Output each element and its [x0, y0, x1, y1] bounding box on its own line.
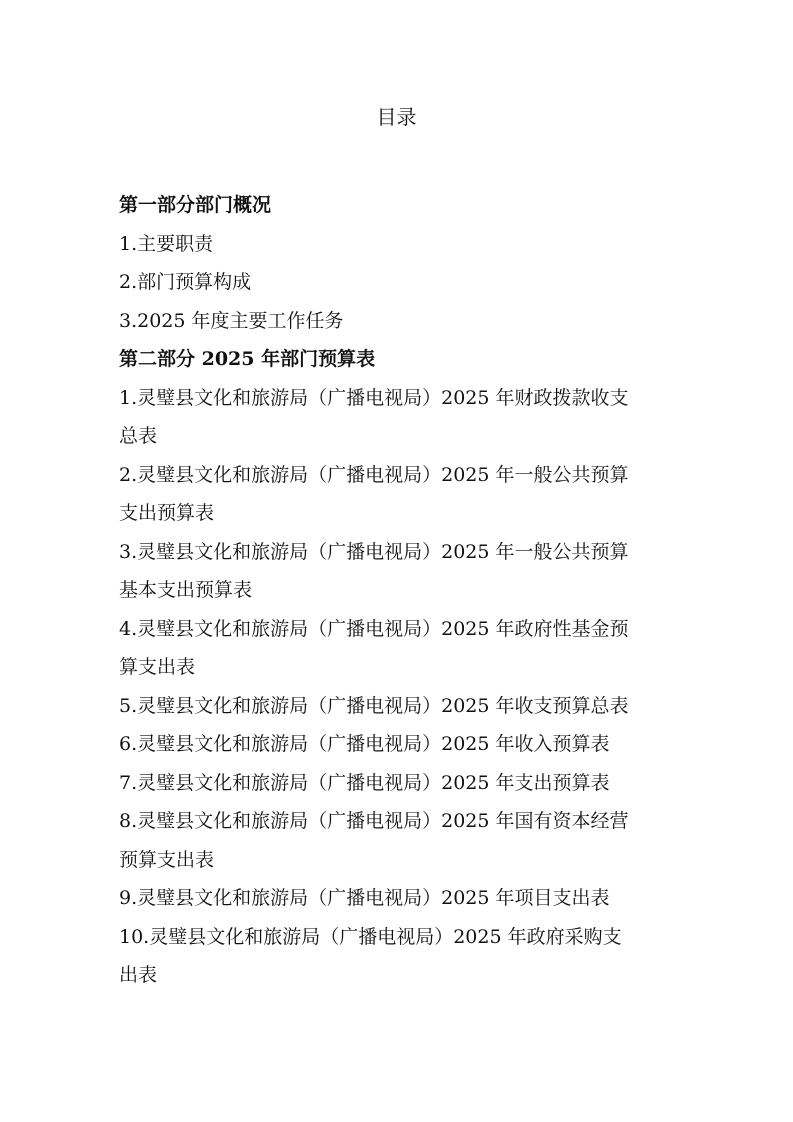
toc-item-continuation: 总表 — [119, 425, 158, 447]
toc-item-continuation: 算支出表 — [119, 656, 196, 678]
toc-item: 6.灵璧县文化和旅游局（广播电视局）2025 年收入预算表 — [119, 733, 610, 755]
toc-item: 8.灵璧县文化和旅游局（广播电视局）2025 年国有资本经营 — [119, 810, 629, 832]
toc-item: 3.2025 年度主要工作任务 — [119, 309, 344, 332]
toc-item-continuation: 支出预算表 — [119, 502, 215, 524]
toc-item: 2.部门预算构成 — [119, 271, 252, 293]
toc-item: 4.灵璧县文化和旅游局（广播电视局）2025 年政府性基金预 — [119, 617, 629, 640]
toc-item: 1.主要职责 — [119, 232, 214, 255]
part2-heading: 第二部分 2025 年部门预算表 — [119, 348, 376, 370]
toc-item-continuation: 基本支出预算表 — [119, 579, 253, 601]
toc-item: 5.灵璧县文化和旅游局（广播电视局）2025 年收支预算总表 — [119, 694, 629, 717]
page-title: 目录 — [376, 105, 417, 129]
table-of-contents — [119, 186, 679, 995]
toc-item-continuation: 出表 — [119, 964, 158, 986]
toc-item: 1.灵璧县文化和旅游局（广播电视局）2025 年财政拨款收支 — [119, 386, 629, 409]
toc-item: 3.灵璧县文化和旅游局（广播电视局）2025 年一般公共预算 — [119, 540, 629, 563]
toc-item: 7.灵璧县文化和旅游局（广播电视局）2025 年支出预算表 — [119, 771, 610, 794]
toc-item: 9.灵璧县文化和旅游局（广播电视局）2025 年项目支出表 — [119, 887, 610, 909]
toc-item-continuation: 预算支出表 — [119, 848, 215, 871]
part1-heading: 第一部分部门概况 — [119, 194, 272, 216]
toc-item: 10.灵璧县文化和旅游局（广播电视局）2025 年政府采购支 — [119, 925, 622, 948]
toc-item: 2.灵璧县文化和旅游局（广播电视局）2025 年一般公共预算 — [119, 463, 629, 486]
